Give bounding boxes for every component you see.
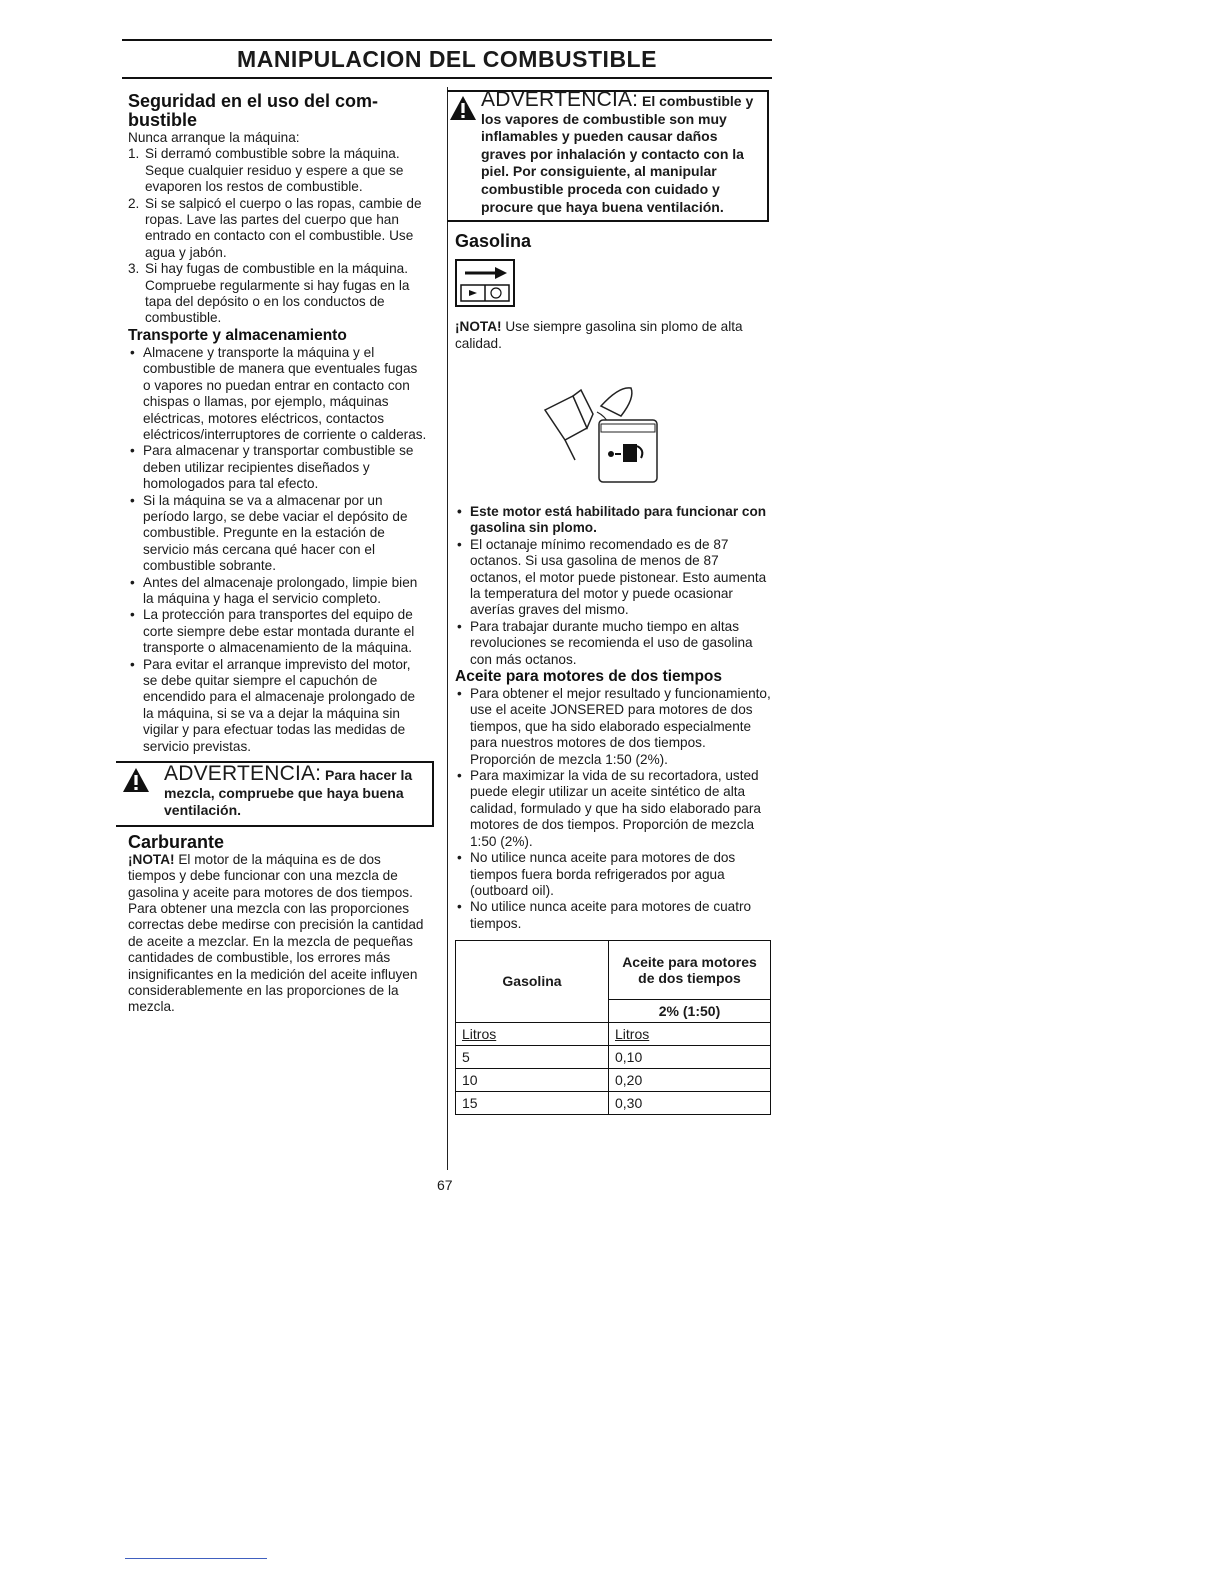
column-divider xyxy=(447,87,448,1170)
table-row xyxy=(456,1069,771,1092)
fuel-arrow-symbol-icon xyxy=(455,259,515,307)
left-column xyxy=(128,92,428,1016)
ventilation-warning-box xyxy=(116,761,434,827)
table-cell: 5 xyxy=(456,1046,609,1069)
gasolina-heading: Gasolina xyxy=(455,231,532,252)
gasolina-bold-list xyxy=(455,504,771,537)
table-cell: 0,20 xyxy=(609,1069,771,1092)
table-cell: 15 xyxy=(456,1092,609,1115)
warning-triangle-icon xyxy=(449,95,477,121)
list-item: • Para evitar el arranque imprevisto del motor, se debe quitar siempre el capuchón de encendido para el almacenaje prolongado de la máquina, si se va a dejar la máquina sin vigilar y para efectuar todas las medidas de servicio previstas. xyxy=(128,657,428,755)
gasoline-column-header: Gasolina xyxy=(456,941,609,1023)
table-row xyxy=(456,1046,771,1069)
footer-line xyxy=(125,1558,267,1559)
fuel-warning-box xyxy=(447,90,769,222)
warning-title: ADVERTENCIA: xyxy=(481,88,639,111)
title-underline xyxy=(122,77,772,79)
oil-heading: Aceite para motores de dos tiempos xyxy=(455,668,723,686)
list-item: 1. Si derramó combustible sobre la máquina. Seque cualquier residuo y espere a que se evaporen los restos de combustible. xyxy=(128,146,404,195)
list-item: • Para maximizar la vida de su recortadora, usted puede elegir utilizar un aceite sintético de alta calidad, formulado y que ha sido elaborado para motores de dos tiempos. Proporción de mezcla 1:50 (2%). xyxy=(455,768,771,850)
list-item: • Para trabajar durante mucho tiempo en altas revoluciones se recomienda el uso de gasolina con más octanos. xyxy=(455,619,771,668)
carburante-heading: Carburante xyxy=(128,831,225,852)
list-item: 2. Si se salpicó el cuerpo o las ropas, cambie de ropas. Lave las partes del cuerpo que han entrado en contacto con el combustible. Use agua y jabón. xyxy=(128,195,422,260)
list-item: • Antes del almacenaje prolongado, limpie bien la máquina y haga el servicio completo. xyxy=(128,575,428,608)
list-item: 3. Si hay fugas de combustible en la máquina. Compruebe regularmente si hay fugas en la tapa del depósito o en los conductos de combustible. xyxy=(128,261,410,326)
table-cell: Litros xyxy=(456,1023,609,1046)
safety-intro: Nunca arranque la máquina: xyxy=(128,130,300,145)
gasolina-note: ¡NOTA! Use siempre gasolina sin plomo de alta calidad. xyxy=(455,319,743,351)
right-column xyxy=(455,90,771,1115)
page-number: 67 xyxy=(437,1177,453,1193)
safety-heading: Seguridad en el uso del com- bustible xyxy=(128,91,379,130)
oil-list xyxy=(455,686,771,932)
transport-heading: Transporte y almacenamiento xyxy=(128,326,347,344)
oil-column-header: Aceite para motores de dos tiempos xyxy=(609,941,771,1000)
list-item: • Este motor está habilitado para funcionar con gasolina sin plomo. xyxy=(455,504,771,537)
list-item: • La protección para transportes del equipo de corte siempre debe estar montada durante el transporte o almacenamiento de la máquina. xyxy=(128,607,428,656)
table-cell: 10 xyxy=(456,1069,609,1092)
warning-text: El combustible y los vapores de combustible son muy inflamables y pueden causar daños graves por inhalación y contacto con la piel. Por consiguiente, al manipular combustible proceda con cuidado y procure que haya buena ventilación. xyxy=(481,93,754,215)
list-item: • Almacene y transporte la máquina y el combustible de manera que eventuales fugas o vapores no puedan entrar en contacto con chispas o llamas, por ejemplo, máquinas eléctricas, motores eléctricos, contactos eléctricos/interruptores de corriente o calderas. xyxy=(128,345,428,443)
table-cell: 0,10 xyxy=(609,1046,771,1069)
list-item: • Para obtener el mejor resultado y funcionamiento, use el aceite JONSERED para motores de dos tiempos, que ha sido elaborado especialmente para nuestros motores de dos tiempos. Proporción de mezcla 1:50 (2%). xyxy=(455,686,771,768)
gasolina-list xyxy=(455,537,771,668)
transport-list xyxy=(128,345,428,755)
list-item: • No utilice nunca aceite para motores de dos tiempos fuera borda refrigerados por agua (outboard oil). xyxy=(455,850,771,899)
safety-list xyxy=(128,146,428,326)
list-item: • No utilice nunca aceite para motores de cuatro tiempos. xyxy=(455,899,771,932)
warning-text: Para hacer la mezcla, compruebe que haya buena ventilación. xyxy=(164,767,413,819)
table-row xyxy=(456,1092,771,1115)
table-cell: 0,30 xyxy=(609,1092,771,1115)
carburante-note: ¡NOTA! El motor de la máquina es de dos tiempos y debe funcionar con una mezcla de gasolina y aceite para motores de dos tiempos. Para obtener una mezcla con las proporciones correctas debe medirse con precisión la cantidad de aceite a mezclar. En la mezcla de pequeñas cantidades de combustible, los errores más insignificantes en la medición del aceite influyen considerablemente en las proporciones de la mezcla. xyxy=(128,851,424,1015)
list-item: • Si la máquina se va a almacenar por un período largo, se debe vaciar el depósito de combustible. Pregunte en la estación de servicio más cercana qué hacer con el combustible sobrante. xyxy=(128,493,428,575)
ratio-cell: 2% (1:50) xyxy=(609,1000,771,1023)
warning-triangle-icon xyxy=(122,767,150,793)
table-cell: Litros xyxy=(609,1023,771,1046)
list-item: • Para almacenar y transportar combustible se deben utilizar recipientes diseñados y homologados para tal efecto. xyxy=(128,443,428,492)
mix-ratio-table xyxy=(455,940,771,1115)
list-item: • El octanaje mínimo recomendado es de 87 octanos. Si usa gasolina de menos de 87 octanos, el motor puede pistonear. Esto aumenta la temperatura del motor y puede ocasionar averías graves del mismo. xyxy=(455,537,771,619)
warning-title: ADVERTENCIA: xyxy=(164,762,322,786)
fuel-can-pouring-icon xyxy=(535,368,675,488)
page-title: MANIPULACION DEL COMBUSTIBLE xyxy=(237,46,657,72)
top-rule xyxy=(122,39,772,41)
